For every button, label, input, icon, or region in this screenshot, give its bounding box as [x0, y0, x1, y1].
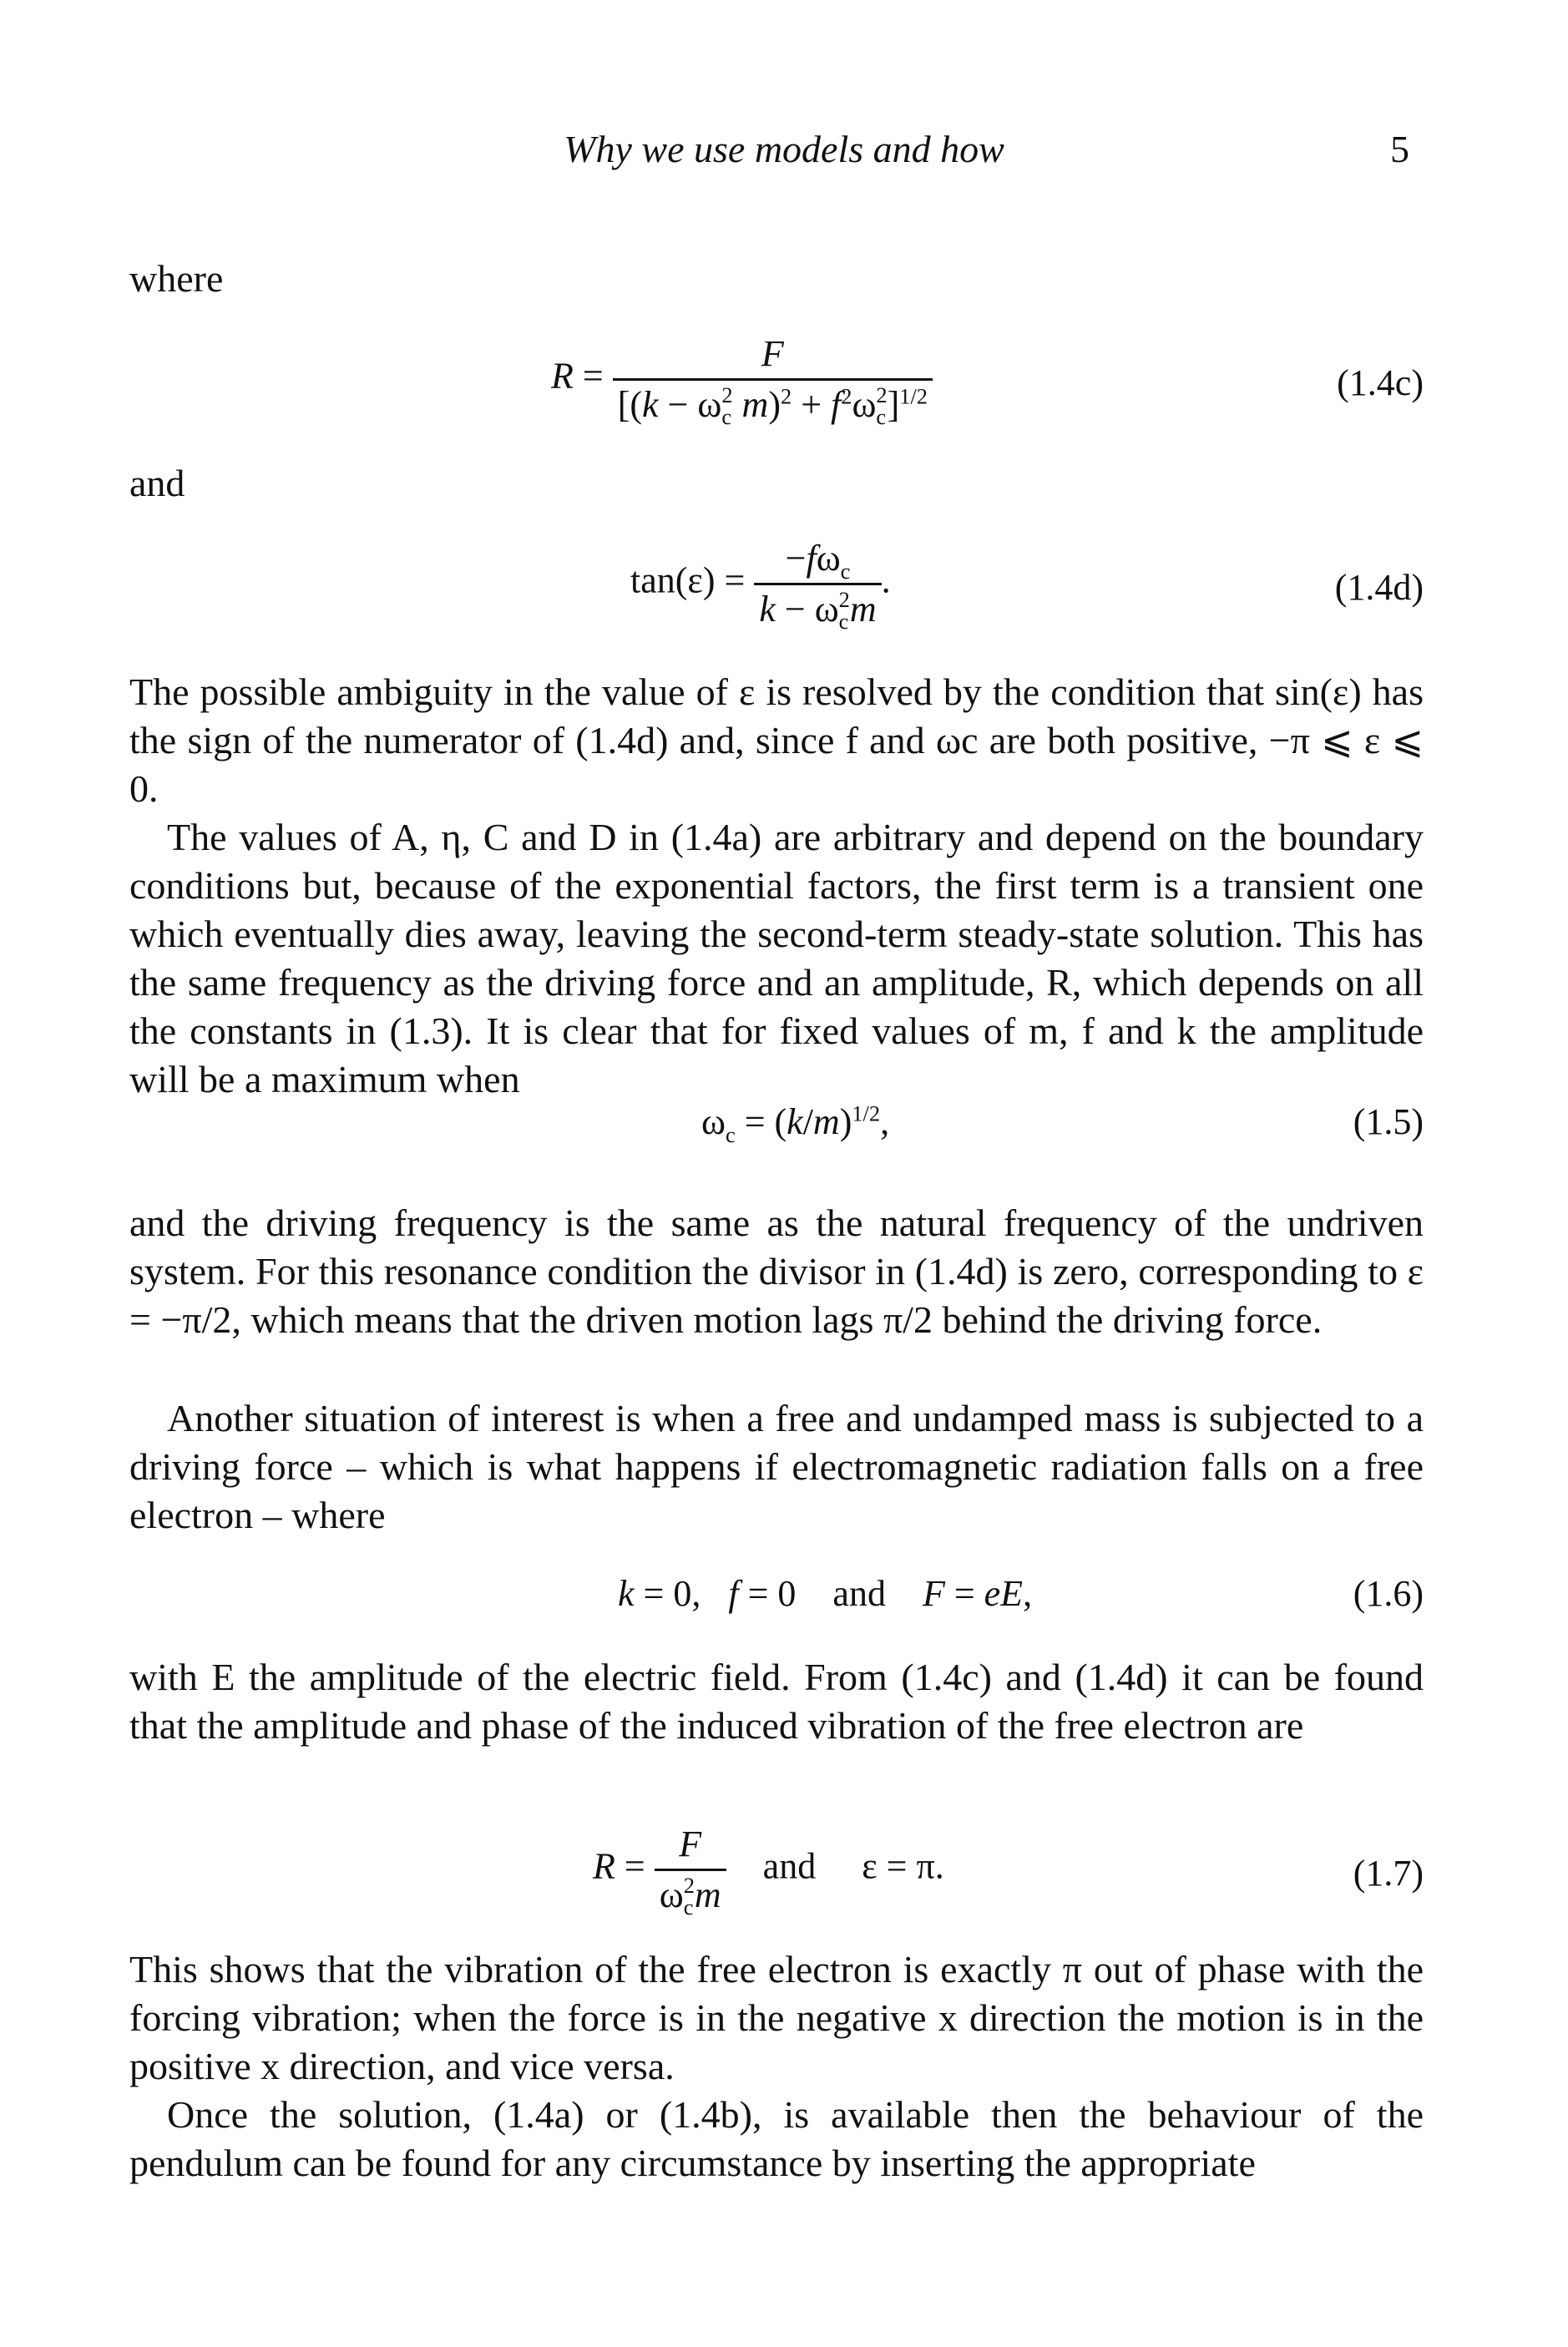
paragraph-free-electron: Another situation of interest is when a free and undamped mass is subjected to a driving force – which is what happens if electromagnetic radiation falls on a free electron – where	[129, 1397, 1424, 1536]
paragraph-resonance: and the driving frequency is the same as the natural frequency of the undriven system. For this resonance condition the divisor in (1.4d) is zero, corresponding to ε = −π/2, which means that the driven motion lags π/2 behind the driving force.	[129, 1201, 1424, 1341]
equation-1-7: R = F ω 2 c m and ε = π.	[593, 1823, 944, 1920]
equation-1-6: k = 0, f = 0 and F = eE,	[618, 1573, 1033, 1614]
paragraph-electric-field: with E the amplitude of the electric field. From (1.4c) and (1.4d) it can be found that the amplitude and phase of the induced vibration of the free electron are	[129, 1656, 1424, 1747]
paragraph-solution: Once the solution, (1.4a) or (1.4b), is available then the behaviour of the pendulum can be found for any circumstance by inserting the appropriate	[129, 2093, 1424, 2184]
paragraph-ambiguity: The possible ambiguity in the value of ε is resolved by the condition that sin(ε) has the sign of the numerator of (1.4d) and, since f and ωc are both positive, −π ⩽ ε ⩽ 0.	[129, 670, 1424, 810]
equation-1-5: $\omega_c = (k/m)^{1/2}$,	[701, 1100, 890, 1147]
running-header: Why we use models and how	[564, 128, 1004, 170]
paragraph-constants: The values of A, η, C and D in (1.4a) are arbitrary and depend on the boundary conditions but, because of the exponential factors, the first term is a transient one which eventually dies away, leaving the second-term steady-state solution. This has the same frequency as the driving force and an amplitude, R, which depends on all the constants in (1.3). It is clear that for fixed values of m, f and k the amplitude will be a maximum when	[129, 816, 1424, 1100]
equation-number-1-6: (1.6)	[1353, 1573, 1424, 1614]
equation-number-1-5: (1.5)	[1353, 1101, 1424, 1142]
equation-number-1-4c: (1.4c)	[1337, 362, 1424, 403]
paragraph-out-of-phase: This shows that the vibration of the free electron is exactly π out of phase with the forcing vibration; when the force is in the negative x direction the motion is in the positive x direction, and vice versa.	[129, 1948, 1424, 2087]
equation-number-1-4d: (1.4d)	[1334, 567, 1424, 608]
equation-1-4d: tan(ε) = $-f\omega_c$ k − ω 2 c m .	[630, 538, 891, 635]
equation-number-1-7: (1.7)	[1353, 1853, 1424, 1894]
label-and: and	[129, 462, 185, 504]
label-where: where	[129, 257, 224, 300]
page-number: 5	[1390, 128, 1409, 170]
equation-1-4c: R = F [(k − ω 2 c $m)^2 + f^2\omega$ 2 c ]$^{1/2}$	[551, 330, 933, 429]
